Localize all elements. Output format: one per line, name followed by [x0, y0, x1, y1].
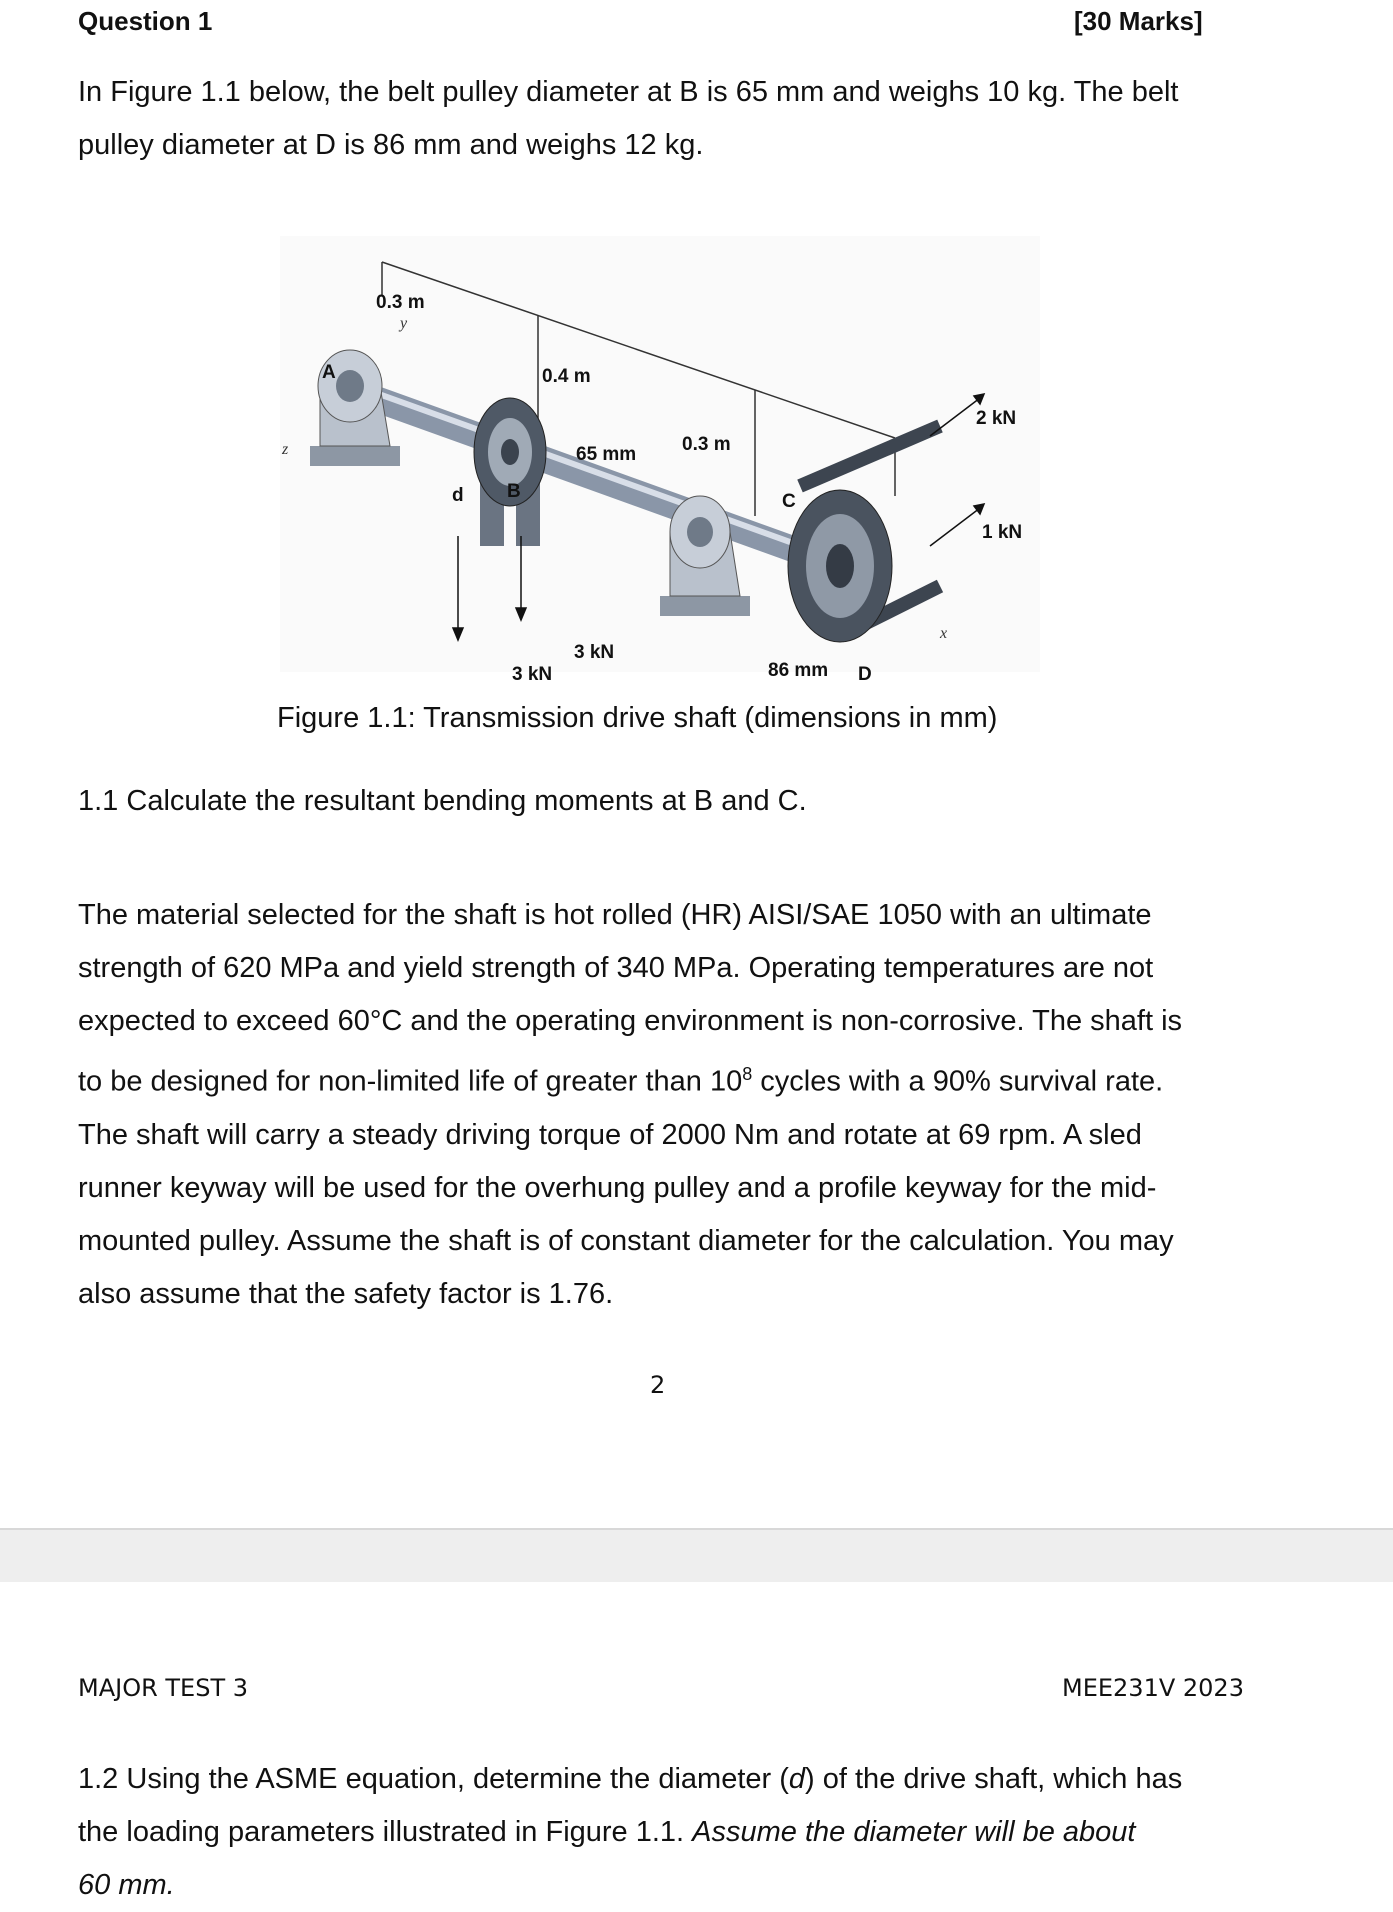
- dim-bc-label: 0.4 m: [542, 366, 591, 387]
- material-line-4-post: cycles with a 90% survival rate.: [752, 1065, 1164, 1098]
- question-title: Question 1: [78, 6, 213, 36]
- intro-paragraph: [78, 66, 1258, 172]
- material-line-4: [78, 1048, 1258, 1109]
- q12-line-2: [78, 1806, 1278, 1859]
- axis-y-label: y: [400, 315, 408, 332]
- point-c-label: C: [782, 491, 796, 512]
- footer-course-code: MEE231V 2023: [1062, 1674, 1244, 1702]
- q12-line-2-italic: Assume the diameter will be about: [692, 1816, 1136, 1848]
- material-paragraph: [78, 889, 1258, 1321]
- q12-var: d: [788, 1763, 806, 1795]
- page-number: 2: [650, 1371, 666, 1399]
- q12-line-1: [78, 1753, 1278, 1806]
- material-line-4-pre: to be designed for non-limited life of greater than 10: [78, 1065, 743, 1098]
- q12-pre: 1.2 Using the ASME equation, determine the diameter (: [78, 1763, 789, 1795]
- q12-mid: ) of the drive shaft, which has: [805, 1763, 1183, 1795]
- intro-line-1: In Figure 1.1 below, the belt pulley diameter at B is 65 mm and weighs 10 kg. The belt: [78, 76, 1179, 108]
- dim-cd-label: 0.3 m: [682, 434, 731, 455]
- dia-b-label: 65 mm: [576, 444, 637, 465]
- q12-line-3-italic: 60 mm.: [78, 1869, 175, 1901]
- point-a-label: A: [322, 362, 336, 383]
- force-d2-label: 1 kN: [982, 522, 1023, 543]
- material-line-7: mounted pulley. Assume the shaft is of constant diameter for the calculation. You may: [78, 1224, 1174, 1257]
- material-line-1: The material selected for the shaft is hot rolled (HR) AISI/SAE 1050 with an ultimate: [78, 899, 1152, 931]
- point-d-label: D: [858, 664, 872, 685]
- question-1-1: 1.1 Calculate the resultant bending moments at B and C.: [78, 785, 807, 817]
- q12-line-3: [78, 1859, 1278, 1912]
- question-marks: [30 Marks]: [1074, 6, 1203, 36]
- footer-test-name: MAJOR TEST 3: [78, 1674, 249, 1702]
- force-b1-label: 3 kN: [512, 664, 553, 685]
- force-d1-label: 2 kN: [976, 408, 1017, 429]
- force-b2-label: 3 kN: [574, 642, 615, 663]
- point-b-label: B: [507, 481, 521, 502]
- axis-z-label: z: [282, 441, 289, 458]
- material-line-2: strength of 620 MPa and yield strength of 340 MPa. Operating temperatures are not: [78, 952, 1154, 984]
- material-line-3: expected to exceed 60°C and the operating environment is non-corrosive. The shaft is: [78, 1005, 1183, 1037]
- intro-line-2: pulley diameter at D is 86 mm and weighs 12 kg.: [78, 129, 704, 161]
- dia-d-label: 86 mm: [768, 660, 829, 681]
- q12-line-2-plain: the loading parameters illustrated in Figure 1.1.: [78, 1816, 693, 1848]
- d-label: d: [452, 485, 464, 506]
- material-line-8: also assume that the safety factor is 1.76.: [78, 1277, 614, 1310]
- question-1-2: [78, 1753, 1278, 1912]
- shaft-figure: [280, 236, 1040, 685]
- material-line-5: The shaft will carry a steady driving torque of 2000 Nm and rotate at 69 rpm. A sled: [78, 1118, 1142, 1151]
- figure-caption: Figure 1.1: Transmission drive shaft (dimensions in mm): [277, 702, 998, 734]
- dim-ab-label: 0.3 m: [376, 292, 425, 313]
- axis-x-label: x: [940, 625, 948, 642]
- exponent: 8: [742, 1064, 753, 1084]
- material-line-6: runner keyway will be used for the overhung pulley and a profile keyway for the mid-: [78, 1171, 1157, 1204]
- page-break-band: [0, 1528, 1393, 1582]
